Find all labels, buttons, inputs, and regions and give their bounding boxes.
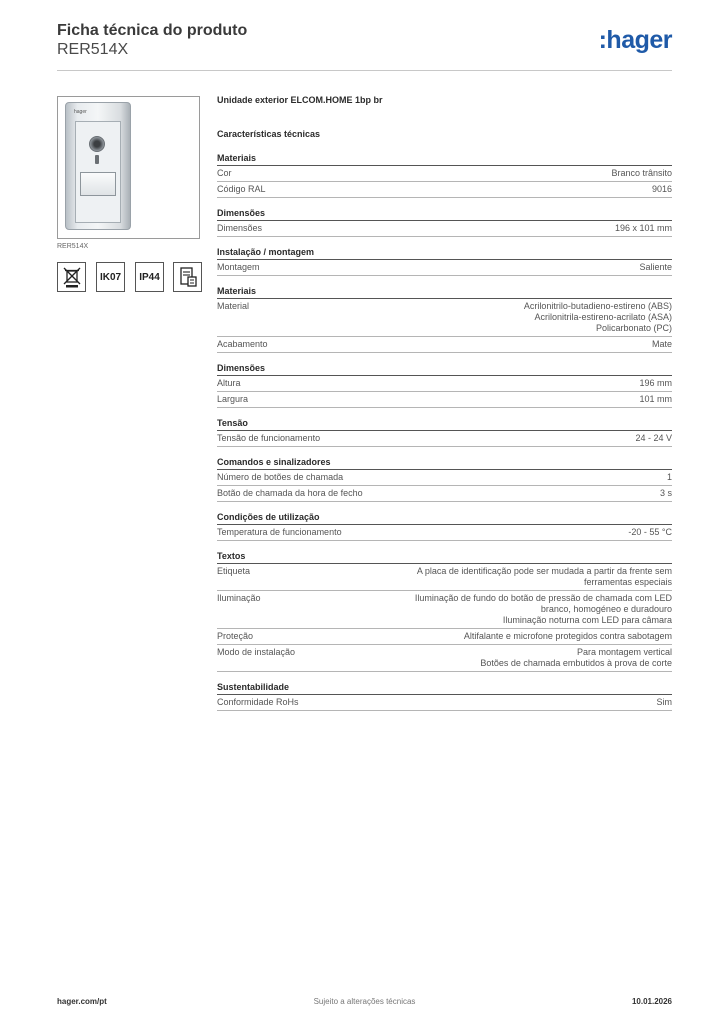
spec-label: Montagem — [217, 262, 260, 272]
footer-disclaimer: Sujeito a alterações técnicas — [313, 997, 416, 1006]
spec-row — [217, 525, 672, 541]
spec-row — [217, 486, 672, 502]
outdoor-unit-illustration — [65, 102, 131, 230]
spec-group — [217, 457, 672, 502]
spec-value — [635, 433, 672, 444]
camera-icon — [89, 136, 105, 152]
product-description: Unidade exterior ELCOM.HOME 1bp br — [217, 95, 383, 105]
spec-value-line: 1 — [666, 472, 672, 482]
spec-value — [639, 262, 672, 273]
spec-group-title: Materiais — [217, 153, 672, 166]
spec-group — [217, 512, 672, 541]
spec-value — [415, 593, 672, 626]
spec-label: Material — [217, 301, 250, 311]
product-code: RER514X — [57, 41, 129, 58]
footer-date: 10.01.2026 — [631, 997, 672, 1006]
spec-value-line: 196 x 101 mm — [614, 223, 672, 233]
spec-label: Acabamento — [217, 339, 268, 349]
spec-value — [464, 631, 672, 642]
spec-row — [217, 260, 672, 276]
spec-row — [217, 645, 672, 672]
spec-group-title: Dimensões — [217, 363, 672, 376]
spec-value — [660, 488, 672, 499]
spec-label: Dimensões — [217, 223, 263, 233]
spec-group — [217, 153, 672, 198]
ip-rating-badge: IP44 — [135, 262, 164, 292]
spec-value — [657, 697, 673, 708]
document-title: Ficha técnica do produto — [57, 22, 248, 39]
spec-value-line: 196 mm — [639, 378, 672, 388]
product-image — [57, 96, 200, 239]
spec-group — [217, 551, 672, 672]
spec-label: Etiqueta — [217, 566, 251, 576]
spec-value-line: Iluminação de fundo do botão de pressão de chamada com LED — [414, 593, 672, 603]
spec-value — [615, 223, 672, 234]
spec-row — [217, 470, 672, 486]
spec-row — [217, 376, 672, 392]
spec-value — [611, 168, 672, 179]
spec-value-line: branco, homogéneo e duradouro — [540, 604, 672, 614]
spec-value-line: Altifalante e microfone protegidos contra sabotagem — [463, 631, 672, 641]
spec-value-line: 3 s — [659, 488, 672, 498]
spec-groups — [217, 153, 672, 711]
footer-website: hager.com/pt — [57, 997, 107, 1006]
spec-row — [217, 629, 672, 645]
spec-value-line: Policarbonato (PC) — [595, 323, 672, 333]
spec-row — [217, 182, 672, 198]
spec-value-line: Saliente — [639, 262, 672, 272]
ik-rating-badge: IK07 — [96, 262, 125, 292]
spec-row — [217, 337, 672, 353]
spec-value-line: -20 - 55 °C — [628, 527, 672, 537]
spec-row — [217, 221, 672, 237]
spec-row — [217, 392, 672, 408]
spec-value — [628, 527, 672, 538]
spec-group — [217, 418, 672, 447]
spec-value — [417, 566, 672, 588]
spec-row — [217, 431, 672, 447]
spec-label: Iluminação — [217, 593, 261, 603]
hager-logo: :hager — [598, 26, 672, 54]
spec-value-line: Botões de chamada embutidos à prova de corte — [480, 658, 672, 668]
spec-label: Conformidade RoHs — [217, 697, 299, 707]
spec-row — [217, 299, 672, 337]
spec-group-title: Comandos e sinalizadores — [217, 457, 672, 470]
spec-value-line: Iluminação noturna com LED para câmara — [502, 615, 672, 625]
product-image-caption: RER514X — [57, 243, 89, 250]
spec-value — [667, 472, 672, 483]
spec-value-line: Acrilonitrilo-butadieno-estireno (ABS) — [523, 301, 672, 311]
spec-group-title: Dimensões — [217, 208, 672, 221]
spec-value-line: Branco trânsito — [611, 168, 672, 178]
spec-group — [217, 286, 672, 353]
spec-value-line: Sim — [656, 697, 672, 707]
spec-value — [639, 394, 672, 405]
spec-label: Cor — [217, 168, 232, 178]
certificate-icon — [173, 262, 202, 292]
spec-group-title: Materiais — [217, 286, 672, 299]
spec-label: Proteção — [217, 631, 254, 641]
spec-group-title: Tensão — [217, 418, 672, 431]
spec-value — [480, 647, 672, 669]
spec-value — [652, 339, 672, 350]
technical-specs — [217, 94, 672, 711]
spec-value — [639, 378, 672, 389]
spec-value-line: A placa de identificação pode ser mudada a partir da frente sem — [416, 566, 672, 576]
spec-label: Número de botões de chamada — [217, 472, 344, 482]
spec-group-title: Textos — [217, 551, 672, 564]
spec-value — [524, 301, 672, 334]
spec-group-title: Instalação / montagem — [217, 247, 672, 260]
page-header — [57, 20, 672, 71]
spec-label: Código RAL — [217, 184, 266, 194]
spec-value-line: 9016 — [651, 184, 672, 194]
spec-value-line: 101 mm — [639, 394, 672, 404]
spec-row — [217, 591, 672, 629]
spec-value-line: 24 - 24 V — [635, 433, 672, 443]
spec-row — [217, 564, 672, 591]
spec-label: Altura — [217, 378, 241, 388]
spec-group — [217, 247, 672, 276]
call-button-plate — [80, 172, 116, 196]
spec-label: Botão de chamada da hora de fecho — [217, 488, 363, 498]
section-heading: Características técnicas — [217, 129, 321, 139]
spec-group — [217, 682, 672, 711]
spec-label: Temperatura de funcionamento — [217, 527, 342, 537]
spec-value-line: ferramentas especiais — [583, 577, 672, 587]
spec-group-title: Condições de utilização — [217, 512, 672, 525]
spec-group — [217, 208, 672, 237]
led-indicator — [95, 155, 99, 164]
weee-icon — [57, 262, 86, 292]
spec-value-line: Mate — [651, 339, 672, 349]
spec-value-line: Para montagem vertical — [576, 647, 672, 657]
spec-group — [217, 363, 672, 408]
spec-value — [652, 184, 672, 195]
spec-value-line: Acrilonitrila-estireno-acrilato (ASA) — [534, 312, 672, 322]
spec-label: Tensão de funcionamento — [217, 433, 321, 443]
spec-group-title: Sustentabilidade — [217, 682, 672, 695]
device-brand-label: hager — [74, 109, 87, 115]
spec-row — [217, 166, 672, 182]
spec-label: Largura — [217, 394, 249, 404]
spec-label: Modo de instalação — [217, 647, 296, 657]
spec-row — [217, 695, 672, 711]
